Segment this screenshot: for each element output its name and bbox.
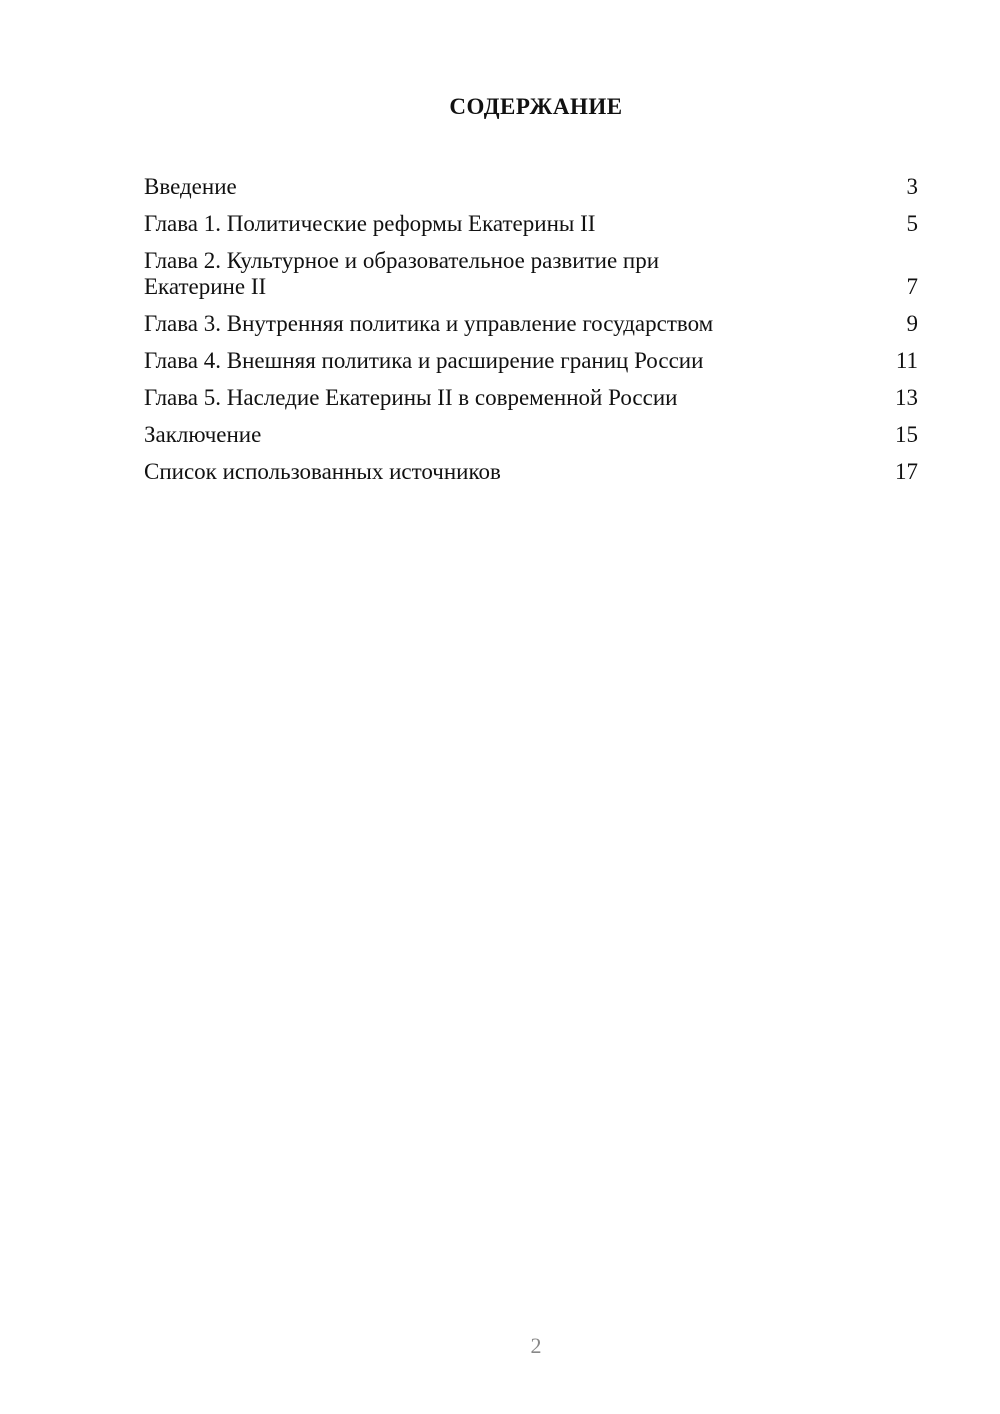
toc-entry-page: 5 <box>906 211 918 236</box>
toc-entry-references[interactable] <box>144 454 918 491</box>
toc-entry-label: Введение <box>144 174 237 199</box>
toc-entry-page: 11 <box>895 348 918 373</box>
toc-title: СОДЕРЖАНИЕ <box>449 94 623 119</box>
toc-entry-conclusion[interactable] <box>144 417 918 454</box>
toc-entry-label: Глава 2. Культурное и образовательное развитие при Екатерине II <box>144 248 660 299</box>
toc-entry-chapter-4[interactable] <box>144 343 918 380</box>
page-number: 2 <box>530 1333 542 1358</box>
toc-entry-chapter-2[interactable] <box>144 243 918 306</box>
toc-entry-label: Глава 1. Политические реформы Екатерины II <box>144 211 596 236</box>
toc-entry-page: 7 <box>906 274 918 299</box>
toc-entry-introduction[interactable] <box>144 169 918 206</box>
toc-entry-chapter-1[interactable] <box>144 206 918 243</box>
toc-entry-page: 15 <box>895 422 918 447</box>
toc-entry-label: Заключение <box>144 422 262 447</box>
toc-entry-chapter-5[interactable] <box>144 380 918 417</box>
toc-list <box>144 169 918 491</box>
toc-entry-page: 13 <box>895 385 918 410</box>
toc-entry-label: Список использованных источников <box>144 459 501 484</box>
toc-entry-page: 3 <box>906 174 918 199</box>
toc-entry-chapter-3[interactable] <box>144 306 918 343</box>
toc-entry-label: Глава 4. Внешняя политика и расширение границ России <box>144 348 704 373</box>
toc-entry-label: Глава 3. Внутренняя политика и управление государством <box>144 311 714 336</box>
toc-entry-page: 9 <box>906 311 918 336</box>
toc-entry-page: 17 <box>895 459 918 484</box>
toc-entry-label: Глава 5. Наследие Екатерины II в современной России <box>144 385 678 410</box>
